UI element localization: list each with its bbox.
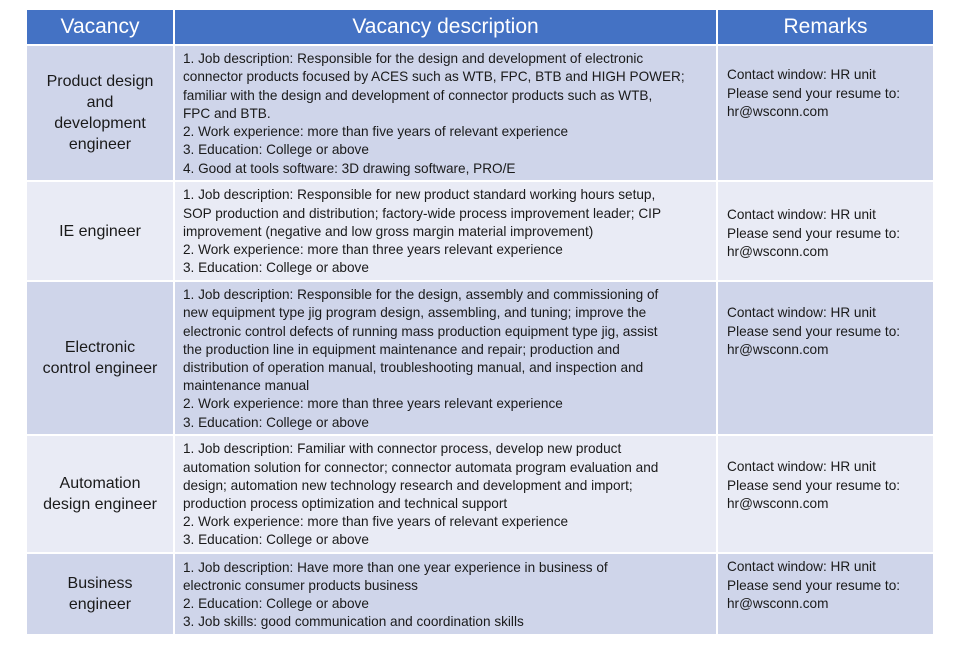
description-line: connector products focused by ACES such as WTB, FPC, BTB and HIGH POWER; bbox=[183, 69, 685, 85]
remarks-content bbox=[727, 182, 927, 262]
remarks-content bbox=[727, 46, 927, 122]
header-vacancy: Vacancy bbox=[26, 9, 174, 45]
vacancy-name-line: design engineer bbox=[43, 496, 157, 513]
vacancy-name-line: Automation bbox=[59, 475, 141, 492]
description-line: 2. Work experience: more than three years relevant experience bbox=[183, 242, 563, 258]
vacancy-cell bbox=[26, 281, 174, 435]
resume-instruction-text: Please send your resume to: bbox=[727, 323, 901, 339]
contact-window-text: Contact window: HR unit bbox=[727, 459, 876, 474]
description-line: 3. Job skills: good communication and coordination skills bbox=[183, 614, 524, 630]
vacancy-cell bbox=[26, 45, 174, 181]
description-line: familiar with the design and development of connector products such as WTB, bbox=[183, 87, 653, 103]
remarks-cell bbox=[717, 435, 934, 553]
vacancy-cell bbox=[26, 553, 174, 635]
contact-window-text: Contact window: HR unit bbox=[727, 305, 876, 320]
email-address[interactable]: hr@wsconn.com bbox=[727, 496, 829, 511]
email-address[interactable]: hr@wsconn.com bbox=[727, 104, 829, 119]
remarks-cell bbox=[717, 45, 934, 181]
email-address[interactable]: hr@wsconn.com bbox=[727, 244, 829, 259]
description-line: improvement (negative and low gross margin material improvement) bbox=[183, 223, 594, 239]
vacancy-cell bbox=[26, 435, 174, 553]
description-line: distribution of operation manual, troubleshooting manual, and inspection and bbox=[183, 360, 644, 375]
description-cell bbox=[174, 435, 717, 553]
header-description: Vacancy description bbox=[174, 9, 717, 45]
description-line: maintenance manual bbox=[183, 378, 310, 394]
description-line: design; automation new technology research and development and import; bbox=[183, 477, 633, 493]
vacancy-name-line: Electronic bbox=[64, 339, 136, 356]
description-line: 3. Education: College or above bbox=[183, 414, 369, 430]
description-cell bbox=[174, 45, 717, 181]
table-header-row bbox=[26, 9, 934, 45]
table-row bbox=[26, 181, 934, 281]
description-line: 1. Job description: Responsible for new product standard working hours setup, bbox=[183, 187, 656, 203]
table-row bbox=[26, 553, 934, 635]
resume-instruction-text: Please send your resume to: bbox=[727, 225, 901, 241]
contact-window-text: Contact window: HR unit bbox=[727, 559, 876, 574]
remarks-content bbox=[727, 554, 927, 614]
description-line: SOP production and distribution; factory-wide process improvement leader; CIP bbox=[183, 205, 662, 221]
table-row bbox=[26, 435, 934, 553]
email-address[interactable]: hr@wsconn.com bbox=[727, 596, 829, 611]
vacancy-name-line: IE engineer bbox=[59, 222, 141, 240]
vacancy-name-line: engineer bbox=[68, 596, 132, 613]
resume-instruction-text: Please send your resume to: bbox=[727, 477, 901, 493]
table-row bbox=[26, 45, 934, 181]
vacancy-name-line: development bbox=[54, 115, 146, 132]
header-remarks: Remarks bbox=[717, 9, 934, 45]
description-line: 2. Work experience: more than five years of relevant experience bbox=[183, 514, 569, 530]
resume-instruction-text: Please send your resume to: bbox=[727, 577, 901, 593]
description-line: electronic consumer products business bbox=[183, 577, 418, 593]
description-line: 2. Work experience: more than three years relevant experience bbox=[183, 396, 563, 412]
description-line: 3. Education: College or above bbox=[183, 532, 369, 548]
remarks-content bbox=[727, 282, 927, 360]
description-line: 2. Education: College or above bbox=[183, 596, 369, 611]
description-cell bbox=[174, 553, 717, 635]
description-line: 1. Job description: Familiar with connector process, develop new product bbox=[183, 441, 622, 457]
remarks-cell bbox=[717, 553, 934, 635]
contact-window-text: Contact window: HR unit bbox=[727, 67, 876, 82]
description-line: electronic control defects of running mass production equipment type jig, assist bbox=[183, 323, 658, 339]
description-line: 1. Job description: Responsible for the design, assembly and commissioning of bbox=[183, 287, 659, 303]
vacancy-name-line: Product design bbox=[46, 73, 154, 90]
vacancy-name-line: Business bbox=[67, 575, 133, 592]
description-cell bbox=[174, 181, 717, 281]
description-line: FPC and BTB. bbox=[183, 105, 271, 121]
vacancy-name-line: and bbox=[86, 94, 114, 111]
vacancy-cell bbox=[26, 181, 174, 281]
description-line: new equipment type jig program design, assembling, and tuning; improve the bbox=[183, 305, 647, 321]
description-line: 3. Education: College or above bbox=[183, 142, 369, 158]
remarks-cell bbox=[717, 281, 934, 435]
description-line: 1. Job description: Responsible for the design and development of electronic bbox=[183, 51, 644, 67]
description-line: production process optimization and technical support bbox=[183, 496, 508, 511]
description-line: 2. Work experience: more than five years of relevant experience bbox=[183, 124, 569, 140]
vacancy-table-container bbox=[25, 8, 933, 636]
description-line: 1. Job description: Have more than one year experience in business of bbox=[183, 559, 608, 575]
description-line: the production line in equipment maintenance and repair; production and bbox=[183, 341, 620, 357]
vacancy-name-line: engineer bbox=[68, 136, 132, 153]
vacancy-name-line: control engineer bbox=[42, 360, 158, 377]
description-line: automation solution for connector; connector automata program evaluation and bbox=[183, 459, 659, 475]
remarks-content bbox=[727, 436, 927, 514]
resume-instruction-text: Please send your resume to: bbox=[727, 85, 901, 101]
table-row bbox=[26, 281, 934, 435]
description-line: 3. Education: College or above bbox=[183, 260, 369, 276]
contact-window-text: Contact window: HR unit bbox=[727, 207, 876, 222]
description-line: 4. Good at tools software: 3D drawing software, PRO/E bbox=[183, 160, 516, 176]
vacancy-table bbox=[25, 8, 935, 636]
remarks-cell bbox=[717, 181, 934, 281]
description-cell bbox=[174, 281, 717, 435]
email-address[interactable]: hr@wsconn.com bbox=[727, 342, 829, 357]
